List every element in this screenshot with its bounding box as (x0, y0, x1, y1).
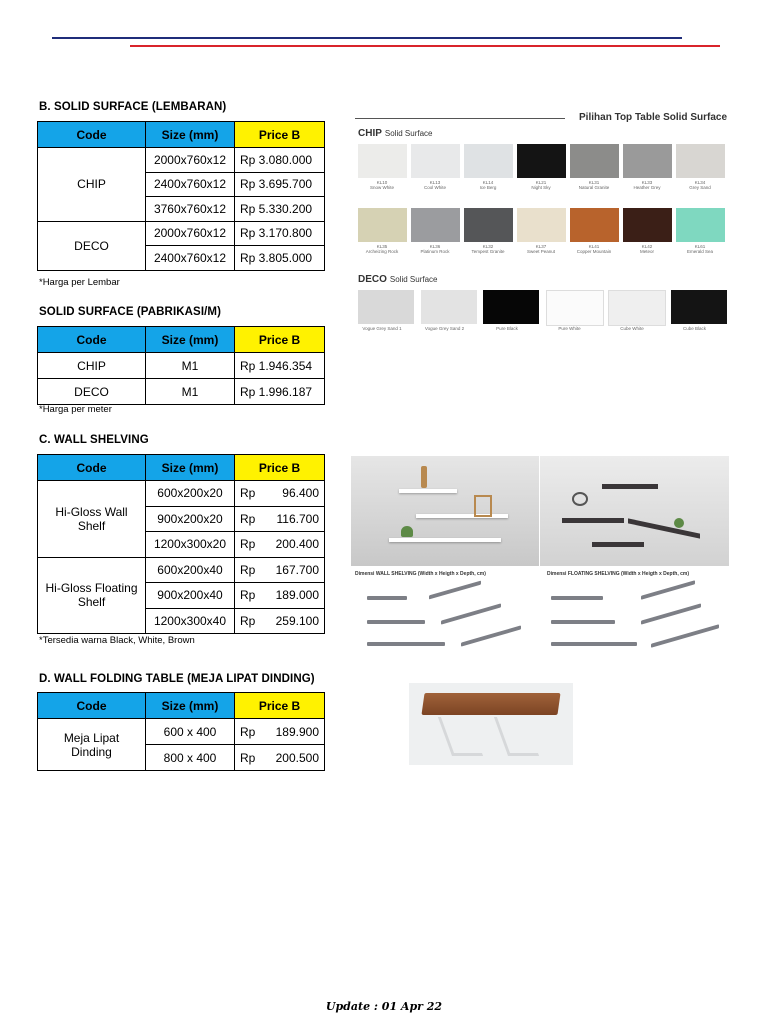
code-cell: CHIP (38, 353, 146, 379)
floating-shelf-photo (540, 456, 729, 566)
swatch-name: Platinum Rock (420, 249, 450, 254)
header-code: Code (38, 122, 146, 148)
folding-table-photo (409, 683, 573, 765)
table-row (38, 719, 325, 745)
solid-surface-swatch-panel (350, 104, 735, 344)
swatch-label (671, 244, 729, 254)
color-swatch (411, 208, 460, 242)
color-swatch (623, 144, 672, 178)
chip-category-label (358, 128, 433, 139)
price-cell: Rp 3.695.700 (235, 172, 325, 197)
deco-category-label (358, 274, 438, 285)
price-cell: Rp 3.170.800 (235, 221, 325, 246)
swatch-label (565, 244, 623, 254)
swatch-id: KL14 (482, 180, 494, 185)
wall-folding-table-table (37, 692, 325, 771)
swatch-id: KL61 (694, 244, 706, 249)
header-size: Size (mm) (146, 122, 235, 148)
swatch-label (512, 244, 570, 254)
color-swatch (676, 144, 725, 178)
swatch-name: Grey Sand (689, 185, 711, 190)
header-code: Code (38, 327, 146, 353)
header-price: Price B (235, 455, 325, 481)
section-title-solid-surface-sheet: B. SOLID SURFACE (LEMBARAN) (39, 101, 227, 113)
price-value: 96.400 (282, 486, 319, 501)
size-cell: 900x200x20 (146, 506, 235, 532)
size-cell: 1200x300x40 (146, 608, 235, 634)
price-cell: Rp 3.080.000 (235, 148, 325, 173)
color-swatch (570, 208, 619, 242)
swatch-panel-title: Pilihan Top Table Solid Surface (579, 112, 727, 123)
price-value: 167.700 (275, 562, 319, 577)
swatch-name: Ice Berg (479, 185, 497, 190)
size-cell: 2000x760x12 (146, 148, 235, 173)
price-value: 200.500 (275, 750, 319, 765)
price-cell: Rp 1.946.354 (235, 353, 325, 379)
color-swatch (358, 208, 407, 242)
swatch-label (406, 180, 464, 190)
swatch-label (459, 180, 517, 190)
size-cell: 2000x760x12 (146, 221, 235, 246)
size-cell: M1 (146, 353, 235, 379)
diagram-caption-floating: Dimensi FLOATING SHELVING (Width x Heigth x Depth, cm) (547, 571, 689, 577)
header-size: Size (mm) (146, 455, 235, 481)
color-swatch (421, 290, 477, 324)
price-cell (235, 719, 325, 745)
price-cell (235, 506, 325, 532)
size-cell: 2400x760x12 (146, 246, 235, 271)
swatch-id: KL35 (376, 244, 388, 249)
swatch-name: Heather Grey (633, 185, 661, 190)
price-cell (235, 557, 325, 583)
swatch-label (512, 180, 570, 190)
color-swatch (517, 208, 566, 242)
price-value: 189.900 (275, 724, 319, 739)
swatch-id: KL36 (429, 244, 441, 249)
rp-label: Rp (240, 588, 256, 603)
color-swatch (464, 208, 513, 242)
header-rule-blue (52, 37, 682, 39)
rp-label: Rp (240, 613, 256, 628)
swatch-id: KL34 (694, 180, 706, 185)
shelving-dimension-diagram (351, 568, 729, 656)
rp-label: Rp (240, 750, 256, 765)
swatch-name: Tempest Granite (471, 249, 505, 254)
color-swatch (676, 208, 725, 242)
swatch-label: Pure White (558, 326, 581, 331)
chip-sub-label: Solid Surface (384, 129, 433, 138)
code-cell: Meja Lipat Dinding (38, 719, 146, 771)
header-price: Price B (235, 122, 325, 148)
size-cell: 1200x300x20 (146, 532, 235, 558)
price-cell (235, 532, 325, 558)
swatch-label: Vogue Grey Sand 2 (424, 326, 465, 331)
color-swatch (623, 208, 672, 242)
section-title-wall-folding-table: D. WALL FOLDING TABLE (MEJA LIPAT DINDING) (39, 673, 315, 685)
swatch-label (406, 244, 464, 254)
color-swatch (483, 290, 539, 324)
code-cell: DECO (38, 379, 146, 405)
deco-label: DECO (358, 274, 387, 285)
table-row (38, 353, 325, 379)
update-date-footer: Update : 01 Apr 22 (325, 1000, 443, 1013)
swatch-name: Snow White (369, 185, 394, 190)
section-title-solid-surface-fab: SOLID SURFACE (PABRIKASI/M) (39, 306, 222, 318)
header-rule-red (130, 45, 720, 47)
size-cell: 600 x 400 (146, 719, 235, 745)
price-cell: Rp 5.330.200 (235, 197, 325, 222)
swatch-label: Pure Black (496, 326, 518, 331)
header-size: Size (mm) (146, 327, 235, 353)
rp-label: Rp (240, 511, 256, 526)
swatch-label: Vogue Grey Sand 1 (362, 326, 402, 331)
note-per-sheet: *Harga per Lembar (39, 277, 120, 288)
header-size: Size (mm) (146, 693, 235, 719)
swatch-id: KL33 (641, 180, 653, 185)
color-swatch (517, 144, 566, 178)
table-row (38, 148, 325, 173)
diagram-caption-wall: Dimensi WALL SHELVING (Width x Heigth x Depth, cm) (355, 571, 486, 577)
swatch-id: KL32 (482, 244, 494, 249)
price-value: 189.000 (275, 588, 319, 603)
header-price: Price B (235, 327, 325, 353)
swatch-label (353, 244, 411, 254)
swatch-label (618, 244, 676, 254)
color-swatch (358, 144, 407, 178)
header-code: Code (38, 455, 146, 481)
code-cell: Hi-Gloss Floating Shelf (38, 557, 146, 634)
swatch-name: Emerald Sea (686, 249, 713, 254)
swatch-name: Meteor (639, 249, 654, 254)
size-cell: 2400x760x12 (146, 172, 235, 197)
swatch-label (565, 180, 623, 190)
price-cell (235, 745, 325, 771)
table-row (38, 379, 325, 405)
swatch-id: KL31 (588, 180, 600, 185)
swatch-name: Natural Granite (578, 185, 610, 190)
wall-shelving-table (37, 454, 325, 634)
color-swatch (671, 290, 727, 324)
swatch-id: KL37 (535, 244, 547, 249)
color-swatch (608, 290, 666, 326)
swatch-panel-rule (355, 118, 565, 119)
deco-sub-label: Solid Surface (389, 275, 438, 284)
table-row (38, 221, 325, 246)
size-cell: M1 (146, 379, 235, 405)
price-cell (235, 583, 325, 609)
chip-label: CHIP (358, 128, 382, 139)
price-cell (235, 481, 325, 507)
table-row (38, 481, 325, 507)
swatch-name: Cool White (423, 185, 446, 190)
swatch-name: Night Sky (531, 185, 551, 190)
note-per-meter: *Harga per meter (39, 404, 112, 415)
price-value: 200.400 (275, 537, 319, 552)
swatch-label: Cube Black (682, 326, 706, 331)
price-value: 259.100 (275, 613, 319, 628)
rp-label: Rp (240, 724, 256, 739)
size-cell: 3760x760x12 (146, 197, 235, 222)
section-title-wall-shelving: C. WALL SHELVING (39, 434, 149, 446)
solid-surface-sheet-table (37, 121, 325, 271)
swatch-id: KL10 (376, 180, 388, 185)
solid-surface-fab-table (37, 326, 325, 405)
price-value: 116.700 (276, 511, 319, 526)
color-swatch (358, 290, 414, 324)
price-cell: Rp 3.805.000 (235, 246, 325, 271)
code-cell: DECO (38, 221, 146, 270)
swatch-id: KL41 (588, 244, 600, 249)
rp-label: Rp (240, 486, 256, 501)
code-cell: Hi-Gloss Wall Shelf (38, 481, 146, 558)
swatch-label (671, 180, 729, 190)
wall-shelf-photo (351, 456, 539, 566)
rp-label: Rp (240, 562, 256, 577)
header-price: Price B (235, 693, 325, 719)
price-cell (235, 608, 325, 634)
table-row (38, 557, 325, 583)
swatch-id: KL42 (641, 244, 653, 249)
swatch-name: Sweet Peanut (526, 249, 556, 254)
size-cell: 600x200x40 (146, 557, 235, 583)
note-colors: *Tersedia warna Black, White, Brown (39, 635, 195, 646)
swatch-label (618, 180, 676, 190)
code-cell: CHIP (38, 148, 146, 222)
swatch-id: KL13 (429, 180, 441, 185)
size-cell: 900x200x40 (146, 583, 235, 609)
swatch-name: Archeizing Rock (365, 249, 399, 254)
swatch-label (459, 244, 517, 254)
swatch-id: KL21 (535, 180, 547, 185)
color-swatch (570, 144, 619, 178)
price-cell: Rp 1.996.187 (235, 379, 325, 405)
color-swatch (546, 290, 604, 326)
swatch-name: Copper Mountain (576, 249, 612, 254)
color-swatch (464, 144, 513, 178)
rp-label: Rp (240, 537, 256, 552)
size-cell: 600x200x20 (146, 481, 235, 507)
swatch-label (353, 180, 411, 190)
header-code: Code (38, 693, 146, 719)
color-swatch (411, 144, 460, 178)
size-cell: 800 x 400 (146, 745, 235, 771)
swatch-label: Cube White (620, 326, 644, 331)
